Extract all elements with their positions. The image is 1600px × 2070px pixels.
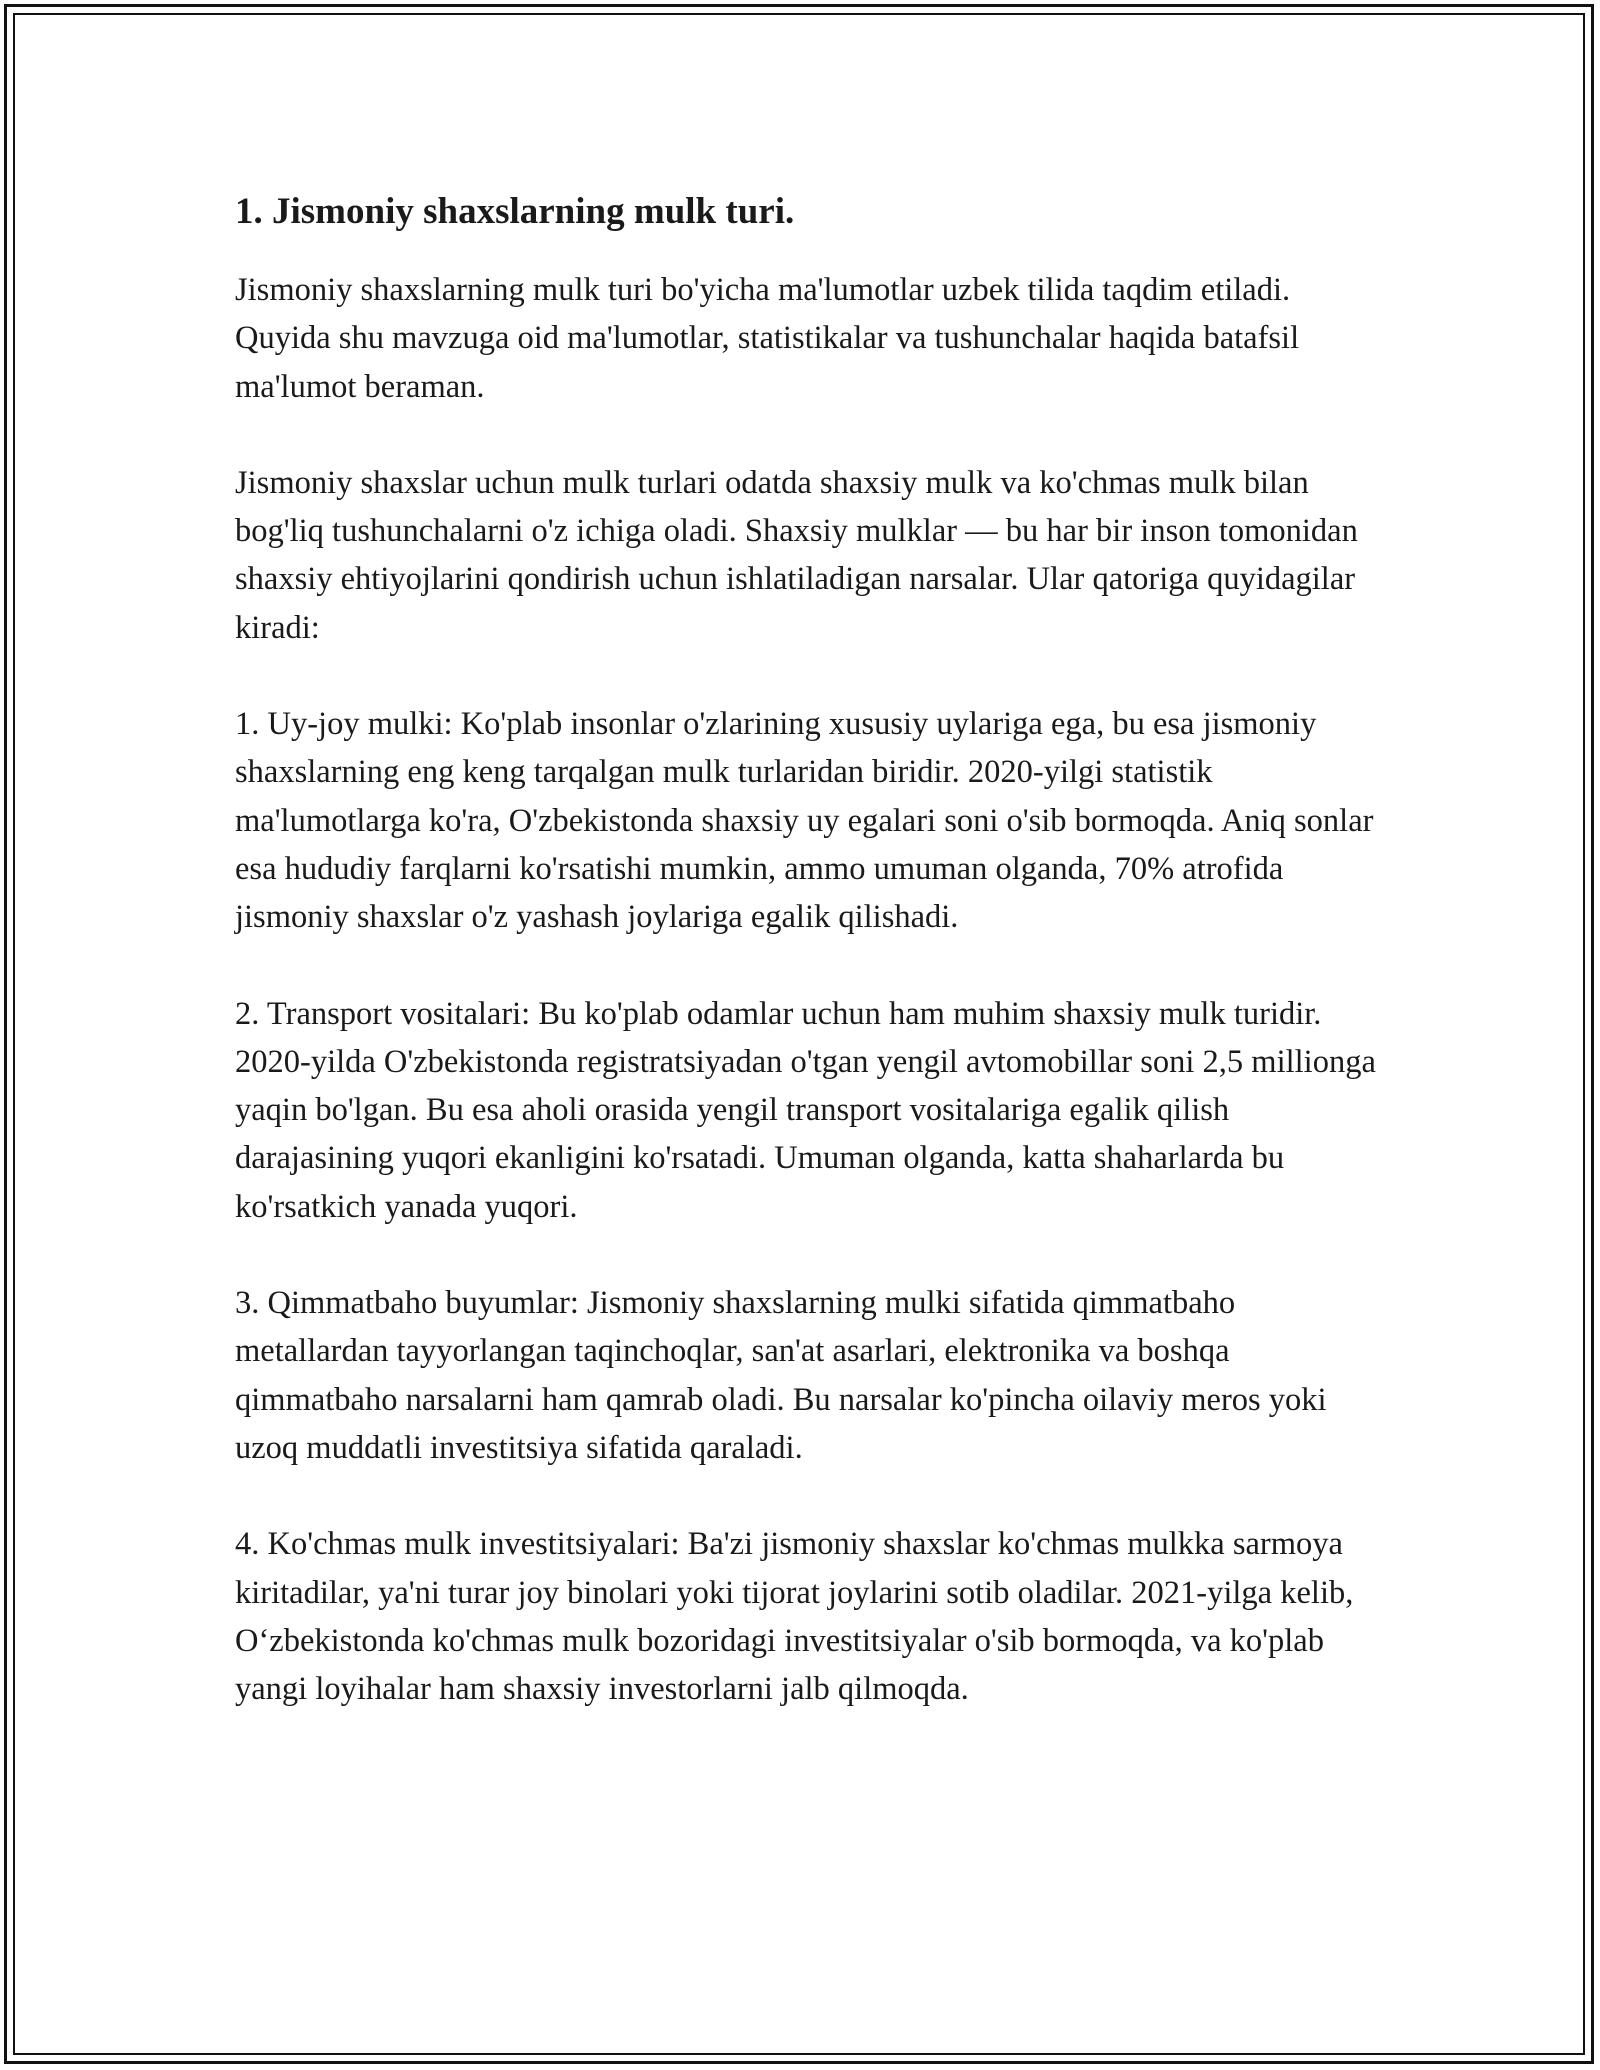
- list-item-housing: 1. Uy-joy mulki: Ko'plab insonlar o'zlarining xususiy uylariga ega, bu esa jismoniy shaxslarning eng keng tarqalgan mulk turlaridan biridir. 2020-yilgi statistik ma'lumotlarga ko'ra, O'zbekistonda shaxsiy uy egalari soni o'sib bormoqda. Aniq sonlar esa hududiy farqlarni ko'rsatishi mumkin, ammo umuman olganda, 70% atrofida jismoniy shaxslar o'z yashash joylariga egalik qilishadi.: [235, 706, 1374, 936]
- document-title: 1. Jismoniy shaxslarning mulk turi.: [235, 191, 795, 232]
- list-item-valuables: 3. Qimmatbaho buyumlar: Jismoniy shaxslarning mulki sifatida qimmatbaho metallardan tayyorlangan taqinchoqlar, san'at asarlari, elektronika va boshqa qimmatbaho narsalarni ham qamrab oladi. Bu narsalar ko'pincha oilaviy meros yoki uzoq muddatli investitsiya sifatida qaraladi.: [235, 1285, 1327, 1466]
- intro-paragraph: Jismoniy shaxslarning mulk turi bo'yicha ma'lumotlar uzbek tilida taqdim etiladi. Quyida shu mavzuga oid ma'lumotlar, statistikalar va tushunchalar haqida batafsil ma'lumot beraman.: [235, 272, 1300, 405]
- overview-paragraph: Jismoniy shaxslar uchun mulk turlari odatda shaxsiy mulk va ko'chmas mulk bilan bog'liq tushunchalarni o'z ichiga oladi. Shaxsiy mulklar — bu har bir inson tomonidan shaxsiy ehtiyojlarini qondirish uchun ishlatiladigan narsalar. Ular qatoriga quyidagilar kiradi:: [235, 464, 1358, 646]
- list-item-transport: 2. Transport vositalari: Bu ko'plab odamlar uchun ham muhim shaxsiy mulk turidir. 2020-yilda O'zbekistonda registratsiyadan o'tgan yengil avtomobillar soni 2,5 millionga yaqin bo'lgan. Bu esa aholi orasida yengil transport vositalariga egalik qilish darajasining yuqori ekanligini ko'rsatadi. Umuman olganda, katta shaharlarda bu ko'rsatkich yanada yuqori.: [235, 995, 1376, 1225]
- document-body: [235, 188, 1385, 1761]
- list-item-real-estate: 4. Ko'chmas mulk investitsiyalari: Ba'zi jismoniy shaxslar ko'chmas mulkka sarmoya kiritadilar, ya'ni turar joy binolari yoki tijorat joylarini sotib oladilar. 2021-yilga kelib, O‘zbekistonda ko'chmas mulk bozoridagi investitsiyalar o'sib bormoqda, va ko'plab yangi loyihalar ham shaxsiy investorlarni jalb qilmoqda.: [235, 1526, 1354, 1708]
